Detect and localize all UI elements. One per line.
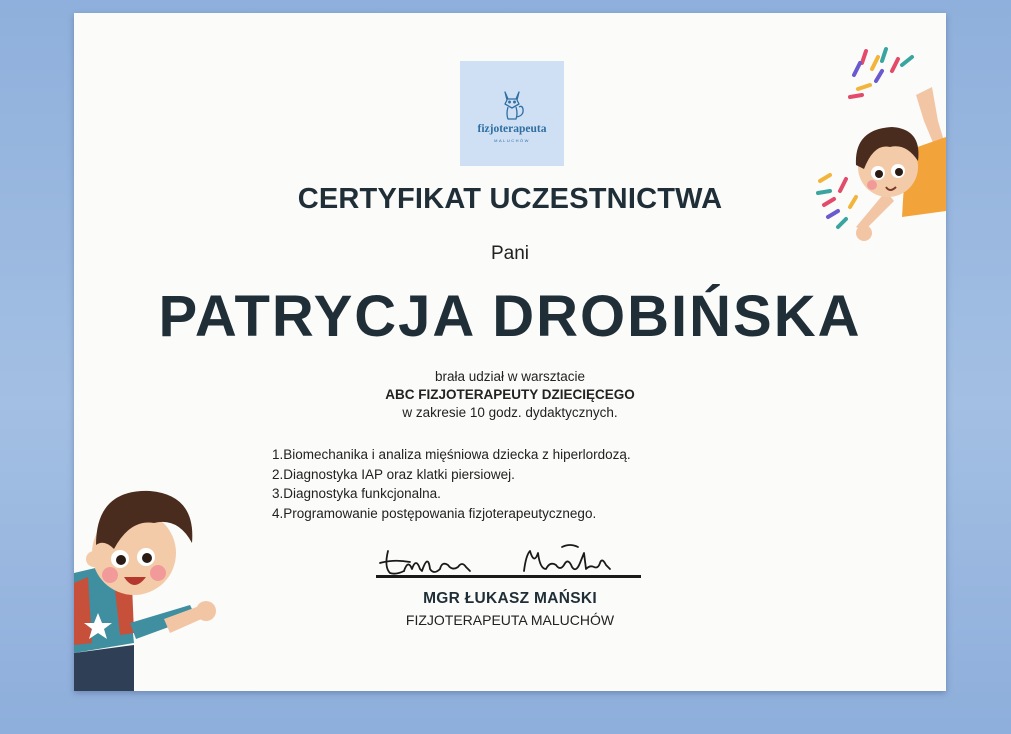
topic-item: 3.Diagnostyka funkcjonalna. bbox=[272, 486, 441, 501]
scope-text: w zakresie 10 godz. dydaktycznych. bbox=[402, 405, 618, 420]
topic-item: 2.Diagnostyka IAP oraz klatki piersiowej. bbox=[272, 466, 515, 482]
certificate-title: CERTYFIKAT UCZESTNICTWA bbox=[297, 183, 723, 215]
topics-list bbox=[272, 445, 722, 523]
salutation: Pani bbox=[490, 243, 530, 264]
logo bbox=[460, 61, 564, 166]
topic-item: 4.Programowanie postępowania fizjoterapeutycznego. bbox=[272, 505, 597, 521]
signer-name: MGR ŁUKASZ MAŃSKI bbox=[423, 590, 597, 607]
signer-role: FIZJOTERAPEUTA MALUCHÓW bbox=[405, 612, 615, 628]
participation-text: brała udział w warsztacie bbox=[434, 369, 586, 384]
workshop-name: ABC FIZJOTERAPEUTY DZIECIĘCEGO bbox=[385, 387, 635, 402]
waving-child-illustration bbox=[794, 41, 946, 246]
logo-tagline: MALUCHÓW bbox=[494, 138, 530, 143]
recipient-name: PATRYCJA DROBIŃSKA bbox=[158, 284, 862, 349]
topic-item: 1.Biomechanika i analiza mięśniowa dziecka z hiperlordozą. bbox=[272, 447, 631, 462]
signature-line bbox=[376, 575, 641, 578]
logo-brand-text: fizjoterapeuta bbox=[477, 123, 547, 135]
certificate-page bbox=[74, 13, 946, 691]
smiling-child-illustration bbox=[74, 473, 234, 691]
fox-icon bbox=[496, 88, 528, 122]
